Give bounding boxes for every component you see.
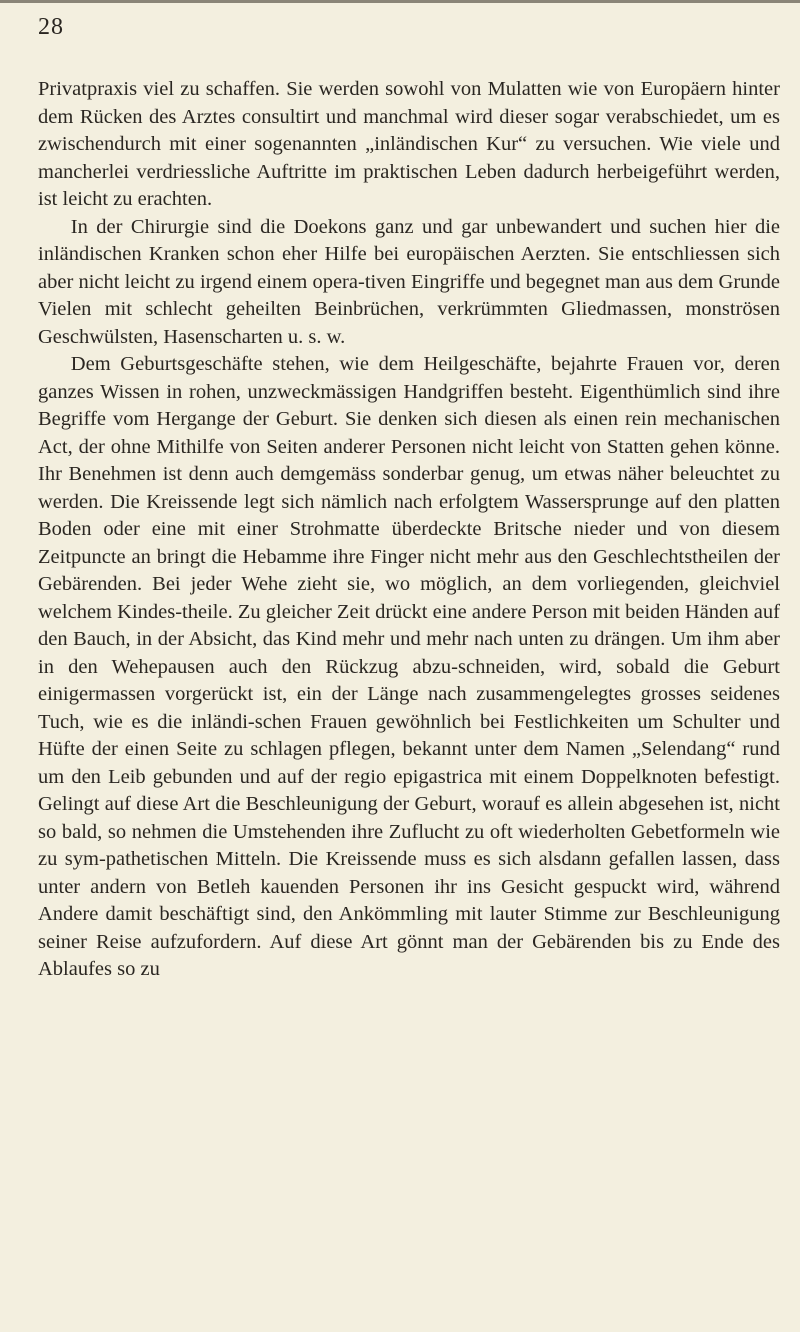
page-body-text [38, 76, 780, 1316]
page-number: 28 [38, 14, 64, 40]
paragraph-chirurgie: In der Chirurgie sind die Doekons ganz und gar unbewandert und suchen hier die inländischen Kranken schon eher Hilfe bei europäischen Aerzten. Sie entschliessen sich aber nicht leicht zu irgend einem opera-tiven Eingriffe und begegnet man aus dem Grunde Vielen mit schlecht geheilten Beinbrüchen, verkrümmten Gliedmassen, monströsen Geschwülsten, Hasenscharten u. s. w. [38, 215, 780, 348]
page-top-edge [0, 0, 800, 3]
paragraph-geburtsgeschaefte: Dem Geburtsgeschäfte stehen, wie dem Heilgeschäfte, bejahrte Frauen vor, deren ganzes Wissen in rohen, unzweckmässigen Handgriffen besteht. Eigenthümlich sind ihre Begriffe vom Hergange der Geburt. Sie denken sich diesen als einen rein mechanischen Act, der ohne Mithilfe von Seiten anderer Personen nicht leicht von Statten gehen könne. Ihr Benehmen ist denn auch demgemäss sonderbar genug, um etwas näher beleuchtet zu werden. Die Kreissende legt sich nämlich nach erfolgtem Wassersprunge auf den platten Boden oder eine mit einer Strohmatte überdeckte Britsche nieder und von diesem Zeitpuncte an bringt die Hebamme ihre Finger nicht mehr aus den Geschlechtstheilen der Gebärenden. Bei jeder Wehe zieht sie, wo möglich, an dem vorliegenden, gleichviel welchem Kindes-theile. Zu gleicher Zeit drückt eine andere Person mit beiden Händen auf den Bauch, in der Absicht, das Kind mehr und mehr nach unten zu drängen. Um ihm aber in den Wehepausen auch den Rückzug abzu-schneiden, wird, sobald die Geburt einigermassen vorgerückt ist, ein der Länge nach zusammengelegtes grosses seidenes Tuch, wie es die inländi-schen Frauen gewöhnlich bei Festlichkeiten um Schulter und Hüfte der einen Seite zu schlagen pflegen, bekannt unter dem Namen „Selendang“ rund um den Leib gebunden und auf der regio epigastrica mit einem Doppelknoten befestigt. Gelingt auf diese Art die Beschleunigung der Geburt, worauf es allein abgesehen ist, nicht so bald, so nehmen die Umstehenden ihre Zuflucht zu oft wiederholten Gebetformeln wie zu sym-pathetischen Mitteln. Die Kreissende muss es sich alsdann gefallen lassen, dass unter andern von Betleh kauenden Personen ihr ins Gesicht gespuckt wird, während Andere damit beschäftigt sind, den Ankömmling mit lauter Stimme zur Beschleunigung seiner Reise aufzufordern. Auf diese Art gönnt man der Gebärenden bis zu Ende des Ablaufes so zu [38, 353, 780, 980]
paragraph-privatpraxis: Privatpraxis viel zu schaffen. Sie werden sowohl von Mulatten wie von Europäern hinter dem Rücken des Arztes consultirt und manchmal wird dieser sogar verabschiedet, um es zwischendurch mit einer sogenannten „inländischen Kur“ zu versuchen. Wie viele und mancherlei verdriessliche Auftritte im praktischen Leben dadurch herbeigeführt werden, ist leicht zu erachten. [38, 78, 780, 210]
